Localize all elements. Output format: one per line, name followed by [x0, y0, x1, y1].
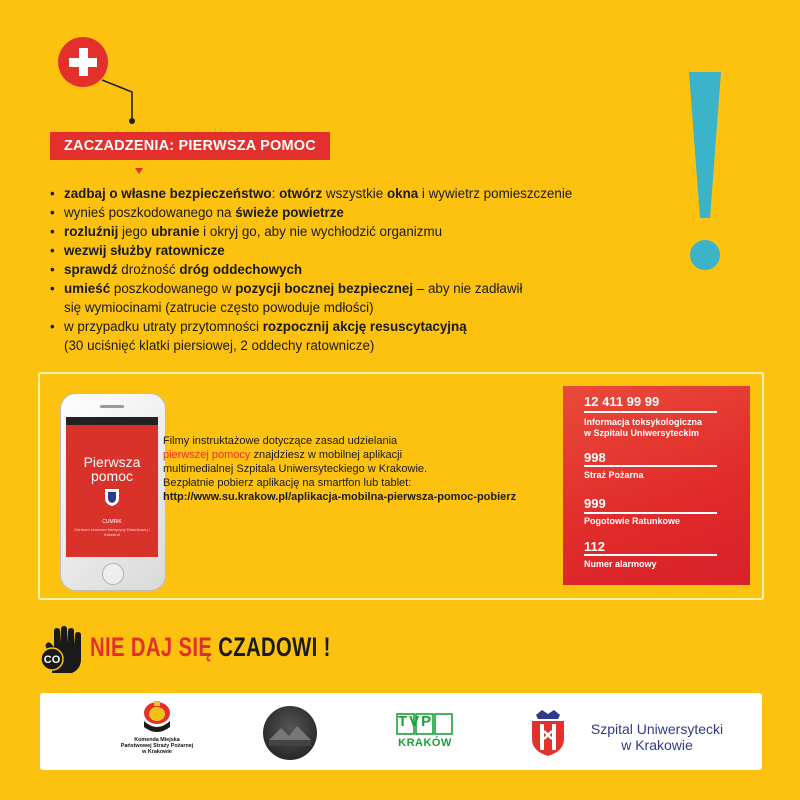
- tip-text: :: [271, 186, 280, 201]
- tvp-letters: TVP: [398, 713, 434, 730]
- slogan-black-part: CZADOWI !: [218, 632, 331, 662]
- landscape-icon: [263, 706, 317, 760]
- tip-emphasis: rozpocznij akcję resuscytacyjną: [262, 319, 467, 334]
- tip-emphasis: świeże powietrze: [235, 205, 344, 220]
- tvp-krakow-logo: [390, 713, 460, 759]
- tip-text: jego: [118, 224, 152, 239]
- emergency-number: 998: [584, 450, 606, 465]
- app-title-line-2: pomoc: [90, 468, 134, 484]
- round-partner-logo: [263, 706, 317, 760]
- tip-text: wynieś poszkodowanego na: [64, 205, 236, 220]
- tip-emphasis: zadbaj o własne bezpieczeństwo: [64, 186, 272, 201]
- slogan: [90, 632, 331, 663]
- tip-text: (30 uciśnięć klatki piersiowej, 2 oddechy ratownicze): [64, 338, 375, 353]
- firefighters-logo: [102, 699, 212, 765]
- tip-item: [48, 279, 572, 317]
- tip-emphasis: pozycji bocznej bezpiecznej: [235, 281, 414, 296]
- shield-emblem-icon: [104, 487, 120, 507]
- desc-line-1: Filmy instruktażowe dotyczące zasad udzielania: [163, 435, 398, 447]
- tip-text: drożność: [117, 262, 180, 277]
- desc-line-2: [163, 448, 553, 462]
- page-title: ZACZADZENIA: PIERWSZA POMOC: [50, 132, 330, 160]
- exclamation-icon: [685, 68, 725, 278]
- tip-text: poszkodowanego w: [110, 281, 236, 296]
- tip-item: [48, 203, 572, 222]
- tip-emphasis: ubranie: [151, 224, 200, 239]
- first-aid-tips-list: [48, 184, 572, 355]
- tip-text: się wymiocinami (zatrucie często powoduje mdłości): [64, 300, 374, 315]
- app-title-line-1: Pierwsza: [83, 454, 141, 470]
- firefighters-name-1: Komenda Miejska: [134, 737, 180, 743]
- desc-line-4: Bezpłatnie pobierz aplikację na smartfon lub tablet:: [163, 477, 412, 489]
- tip-emphasis: otwórz: [279, 186, 323, 201]
- hospital-crest-icon: [528, 709, 568, 757]
- hand-stop-icon: [38, 625, 82, 677]
- emergency-label: Straż Pożarna: [584, 470, 644, 480]
- connector-line: [100, 78, 140, 134]
- desc-line-2-rest: znajdziesz w mobilnej aplikacji: [250, 449, 403, 461]
- tip-emphasis: rozluźnij: [64, 224, 119, 239]
- emergency-numbers-panel: [563, 386, 750, 585]
- tip-emphasis: sprawdź: [64, 262, 118, 277]
- title-pointer-icon: [135, 168, 143, 174]
- firefighters-name-3: w Krakowie: [142, 749, 172, 755]
- emergency-number: 12 411 99 99: [584, 394, 660, 409]
- tip-text: – aby nie zadławił: [413, 281, 523, 296]
- phone-screen: [66, 417, 158, 557]
- hand-co-label: CO: [43, 654, 61, 666]
- desc-line-3: multimedialnej Szpitala Uniwersyteckiego w Krakowie.: [163, 463, 428, 475]
- phone-mockup: [60, 393, 166, 593]
- app-title: [66, 455, 158, 483]
- emergency-label: Informacja toksykologiczna w Szpitalu Uniwersyteckim: [584, 417, 703, 438]
- partner-logos-strip: [40, 693, 762, 770]
- tip-item: [48, 241, 572, 260]
- tip-item: [48, 317, 572, 355]
- firefighters-name-2: Państwowej Straży Pożarnej: [120, 743, 194, 749]
- tip-emphasis: umieść: [64, 281, 111, 296]
- phone-home-button: [102, 563, 124, 585]
- app-description: [163, 434, 553, 504]
- phone-status-bar: [66, 417, 158, 425]
- emergency-number: 999: [584, 496, 606, 511]
- tip-emphasis: dróg oddechowych: [179, 262, 303, 277]
- emergency-label: Numer alarmowy: [584, 559, 657, 569]
- tip-text: w przypadku utraty przytomności: [64, 319, 263, 334]
- tip-item: [48, 184, 572, 203]
- hospital-name-1: Szpital Uniwersytecki: [590, 721, 724, 737]
- tip-text: i wywietrz pomieszczenie: [418, 186, 573, 201]
- tvp-city: KRAKÓW: [398, 737, 452, 749]
- tip-text: wszystkie: [322, 186, 387, 201]
- tip-item: [48, 260, 572, 279]
- desc-highlight: pierwszej pomocy: [163, 449, 251, 461]
- slogan-red-part: NIE DAJ SIĘ: [90, 632, 219, 662]
- emergency-label: Pogotowie Ratunkowe: [584, 516, 681, 526]
- divider: [584, 465, 717, 467]
- hospital-name: [577, 721, 737, 753]
- firefighters-emblem-icon: [140, 699, 174, 737]
- emergency-number: 112: [584, 539, 605, 554]
- divider: [584, 554, 717, 556]
- hospital-name-2: w Krakowie: [621, 737, 693, 753]
- app-brand: CUMRiK: [102, 519, 122, 525]
- phone-speaker: [100, 405, 124, 408]
- tip-item: [48, 222, 572, 241]
- tip-emphasis: okna: [386, 186, 419, 201]
- divider: [584, 411, 717, 413]
- tip-emphasis: wezwij służby ratownicze: [64, 243, 225, 258]
- app-download-link[interactable]: http://www.su.krakow.pl/aplikacja-mobilna-pierwsza-pomoc-pobierz: [163, 491, 517, 503]
- app-subtitle: Centrum Urazowe Medycyny Ratunkowej i Katastrof: [74, 527, 150, 537]
- divider: [584, 512, 717, 514]
- tip-text: i okryj go, aby nie wychłodzić organizmu: [199, 224, 443, 239]
